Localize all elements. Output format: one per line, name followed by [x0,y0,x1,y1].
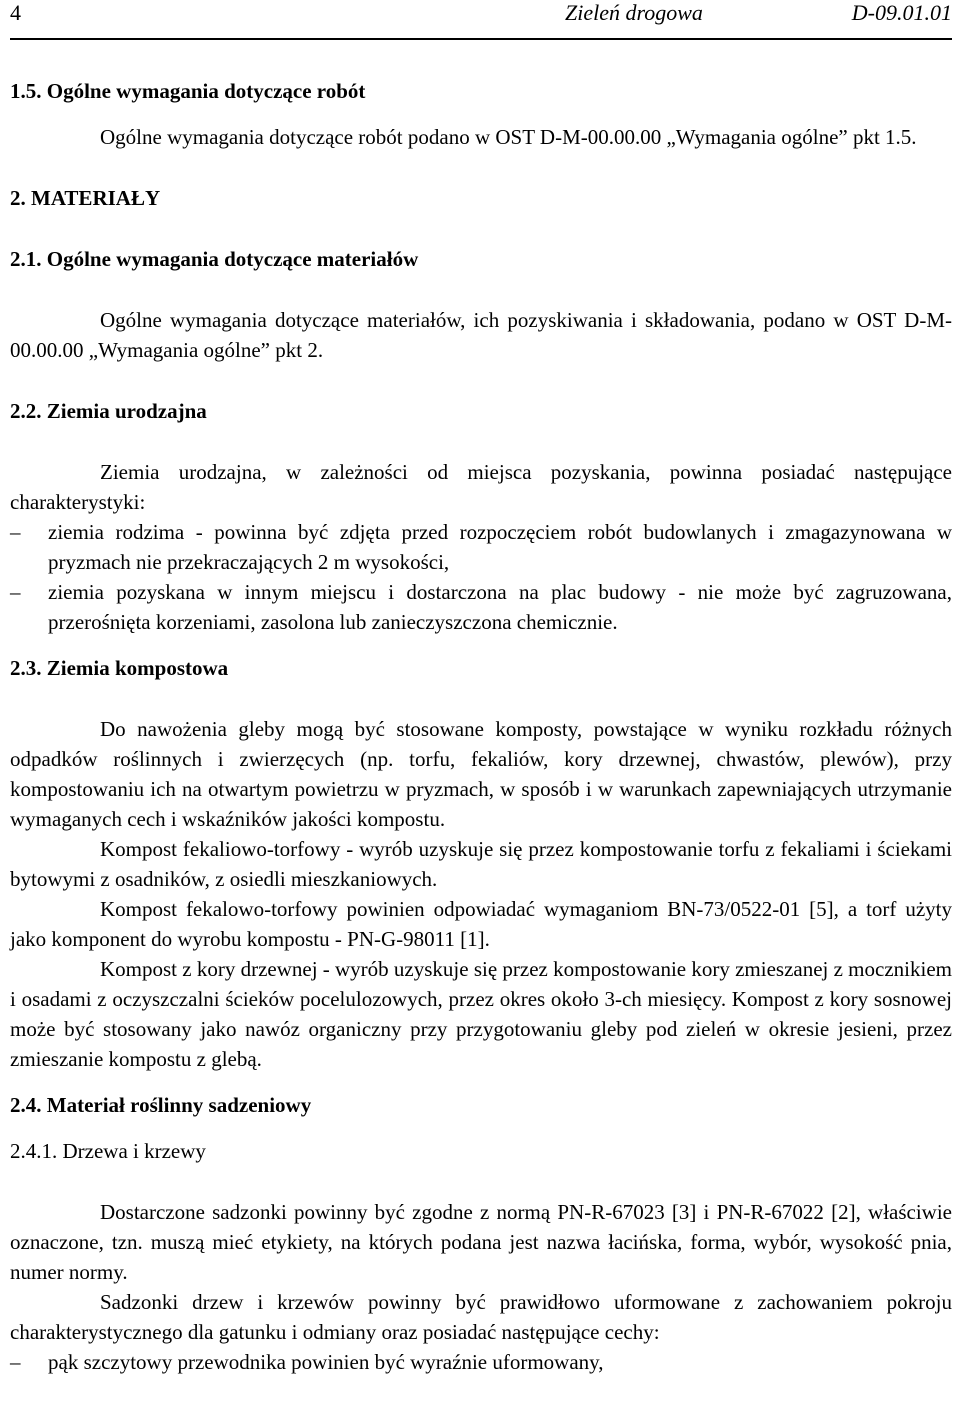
section-text-2-2: Ziemia urodzajna, w zależności od miejsca pozyskania, powinna posiadać następujące charakterystyki: [10,460,952,514]
section-text-2-1: Ogólne wymagania dotyczące materiałów, ich pozyskiwania i składowania, podano w OST D-M-00.00.00 „Wymagania ogólne” pkt 2. [10,308,952,362]
paragraph: Kompost fekalowo-torfowy powinien odpowiadać wymaganiom BN-73/0522-01 [5], a torf użyty jako komponent do wyrobu kompostu - PN-G-98011 [1]. [10,897,952,951]
list-item [10,577,952,637]
paragraph: Dostarczone sadzonki powinny być zgodne z normą PN-R-67023 [3] i PN-R-67022 [2], właściwie oznaczone, tzn. muszą mieć etykiety, na których podana jest nazwa łacińska, forma, wybór, wysokość pnia, numer normy. [10,1200,952,1284]
paragraph: Kompost fekaliowo-torfowy - wyrób uzyskuje się przez kompostowanie torfu z fekaliami i ściekami bytowymi z osadników, z osiedli mieszkaniowych. [10,837,952,891]
section-heading-2-2: 2.2. Ziemia urodzajna [10,399,207,423]
section-heading-2: 2. MATERIAŁY [10,186,161,210]
paragraph: Kompost z kory drzewnej - wyrób uzyskuje się przez kompostowanie kory zmieszanej z mocznikiem i osadami z oczyszczalni ścieków pocelulozowych, przez okres około 3-ch miesięcy. Kompost z kory sosnowej może być stosowany jako nawóz organiczny przy przygotowaniu gleby pod zieleń w okresie jesieni, przez zmieszanie kompostu z glebą. [10,957,952,1071]
section-heading-2-4-1: 2.4.1. Drzewa i krzewy [10,1139,206,1163]
list-dash: – [10,520,21,544]
page-header [10,0,952,38]
document-page [10,0,952,1374]
section-heading-2-1: 2.1. Ogólne wymagania dotyczące materiałów [10,247,419,271]
paragraph: Do nawożenia gleby mogą być stosowane komposty, powstające w wyniku rozkładu różnych odpadków roślinnych i zwierzęcych (np. torfu, fekaliów, kory drzewnej, chwastów, plewów), przy kompostowaniu ich na otwartym powietrzu w pryzmach, w sposób i w warunkach zapewniających utrzymanie wymaganych cech i wskaźników jakości kompostu. [10,717,952,831]
list-item [10,517,952,577]
section-text-1-5: Ogólne wymagania dotyczące robót podano w OST D-M-00.00.00 „Wymagania ogólne” pkt 1.5. [100,125,917,149]
paragraph: Sadzonki drzew i krzewów powinny być prawidłowo uformowane z zachowaniem pokroju charakterystycznego dla gatunku i odmiany oraz posiadać następujące cechy: [10,1290,952,1344]
list-dash: – [10,1350,21,1374]
list-item-text: ziemia rodzima - powinna być zdjęta przed rozpoczęciem robót budowlanych i zmagazynowana w pryzmach nie przekraczających 2 m wysokości, [48,520,952,574]
section-heading-2-3: 2.3. Ziemia kompostowa [10,656,229,680]
document-code: D-09.01.01 [851,0,952,25]
page-number: 4 [10,0,21,25]
document-body [10,76,952,1377]
list-item-text: pąk szczytowy przewodnika powinien być wyraźnie uformowany, [48,1350,604,1374]
section-heading-1-5: 1.5. Ogólne wymagania dotyczące robót [10,79,366,103]
document-title: Zieleń drogowa [565,0,703,25]
section-heading-2-4: 2.4. Materiał roślinny sadzeniowy [10,1093,312,1117]
list-item-text: ziemia pozyskana w innym miejscu i dostarczona na plac budowy - nie może być zagruzowana, przerośnięta korzeniami, zasolona lub zanieczyszczona chemicznie. [48,580,952,634]
list-item [10,1347,952,1377]
list-dash: – [10,580,21,604]
header-rule [10,38,952,40]
